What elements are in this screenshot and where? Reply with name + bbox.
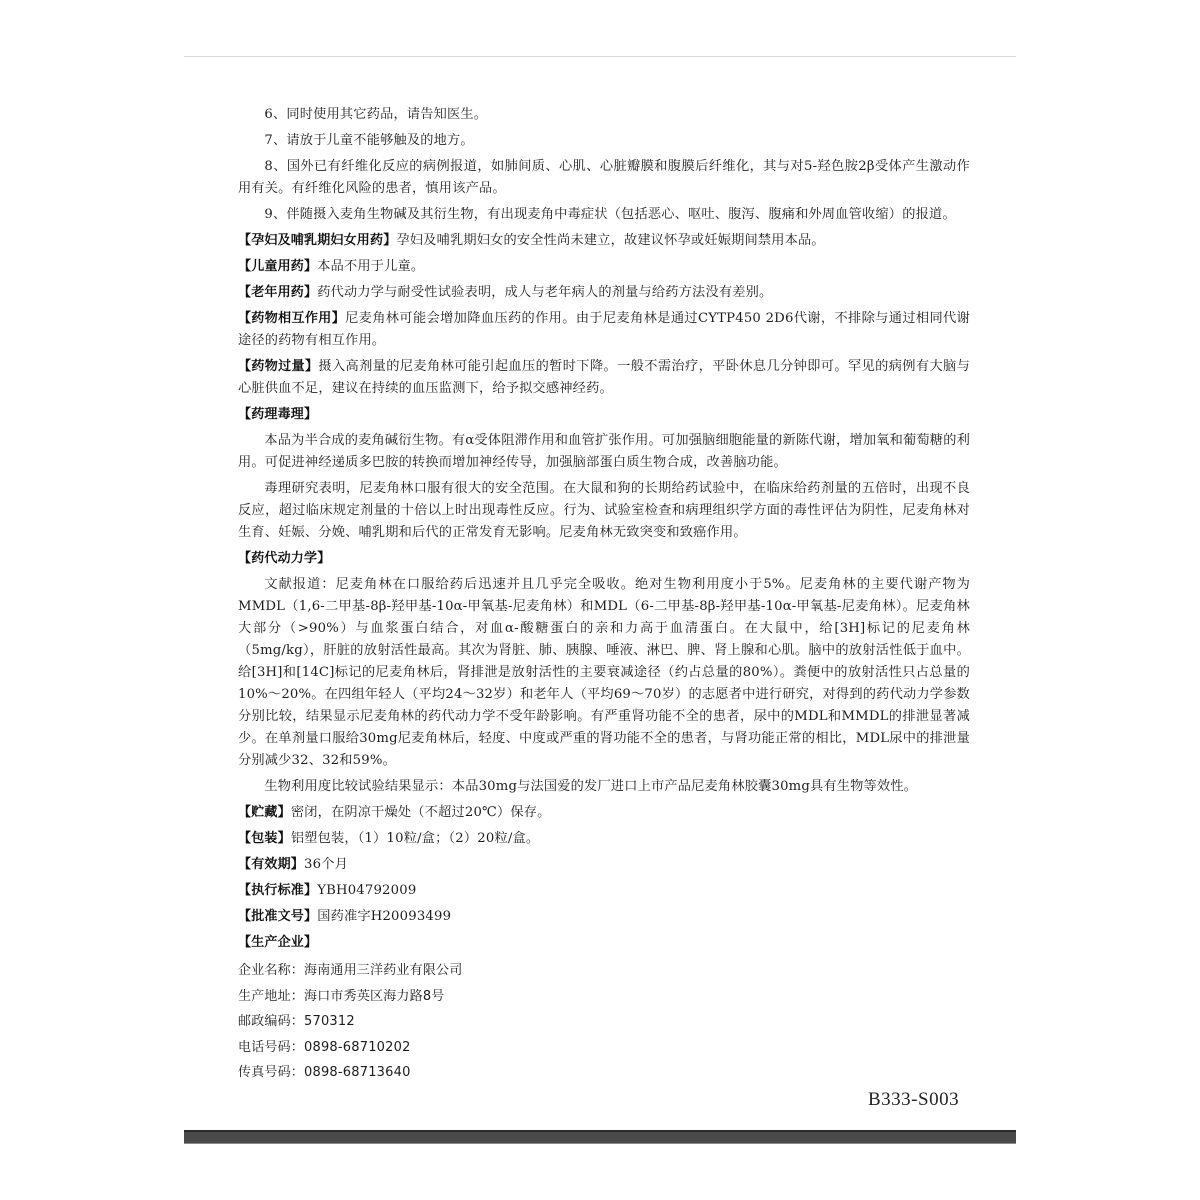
elderly-text: 药代动力学与耐受性试验表明，成人与老年病人的剂量与给药方法没有差别。 bbox=[317, 285, 773, 300]
overdose-text: 摄入高剂量的尼麦角林可能引起血压的暂时下降。一般不需治疗，平卧休息几分钟即可。罕见的病例有大脑与心脏供血不足，建议在持续的血压监测下，给予拟交感神经药。 bbox=[238, 359, 970, 396]
children-section bbox=[238, 256, 970, 278]
precaution-item-7: 7、请放于儿童不能够触及的地方。 bbox=[264, 133, 474, 148]
pharmacokinetics-section bbox=[238, 548, 970, 570]
company-name: 海南通用三洋药业有限公司 bbox=[304, 963, 463, 978]
fax-number: 0898-68713640 bbox=[304, 1065, 411, 1080]
children-title: 【儿童用药】 bbox=[238, 259, 318, 274]
postal-code-label: 邮政编码： bbox=[238, 1014, 305, 1029]
postal-code-row bbox=[238, 1009, 970, 1035]
standard-text: YBH04792009 bbox=[317, 883, 417, 898]
storage-title: 【贮藏】 bbox=[238, 805, 291, 820]
precaution-item-9: 9、伴随摄入麦角生物碱及其衍生物，有出现麦角中毒症状（包括恶心、呕吐、腹泻、腹痛和外周血管收缩）的报道。 bbox=[264, 207, 956, 222]
phone-number: 0898-68710202 bbox=[304, 1039, 411, 1055]
package-title: 【包装】 bbox=[238, 831, 291, 846]
approval-text: 国药准字H20093499 bbox=[317, 909, 452, 924]
pharmacology-section bbox=[238, 404, 970, 426]
validity-text: 36个月 bbox=[304, 857, 348, 872]
pharmacology-paragraph-2: 毒理研究表明，尼麦角林口服有很大的安全范围。在大鼠和狗的长期给药试验中，在临床给药剂量的五倍时，出现不良反应，超过临床规定剂量的十倍以上时出现毒性反应。行为、试验室检查和病理组织学方面的毒性评估为阴性，尼麦角林对生育、妊娠、分娩、哺乳期和后代的正常发育无影响。尼麦角林无致突变和致癌作用。 bbox=[238, 481, 970, 540]
validity-section bbox=[238, 854, 970, 876]
standard-section bbox=[238, 880, 970, 902]
precaution-item-6: 6、同时使用其它药品，请告知医生。 bbox=[264, 107, 488, 122]
storage-text: 密闭，在阴凉干燥处（不超过20℃）保存。 bbox=[290, 805, 551, 820]
company-name-label: 企业名称： bbox=[238, 963, 305, 978]
pregnancy-section bbox=[238, 230, 970, 252]
overdose-title: 【药物过量】 bbox=[238, 359, 319, 374]
document-code: B333-S003 bbox=[868, 1089, 960, 1110]
children-text: 本品不用于儿童。 bbox=[317, 259, 425, 274]
elderly-title: 【老年用药】 bbox=[238, 285, 318, 300]
overdose-section bbox=[238, 356, 970, 400]
validity-title: 【有效期】 bbox=[238, 857, 305, 872]
pregnancy-title: 【孕妇及哺乳期妇女用药】 bbox=[238, 233, 397, 248]
company-address-label: 生产地址： bbox=[238, 988, 305, 1004]
pregnancy-text: 孕妇及哺乳期妇女的安全性尚未建立，故建议怀孕或妊娠期间禁用本品。 bbox=[396, 233, 825, 248]
top-divider bbox=[184, 56, 1016, 57]
pharmacokinetics-paragraph-1: 文献报道：尼麦角林在口服给药后迅速并且几乎完全吸收。绝对生物利用度小于5%。尼麦角林的主要代谢产物为MMDL（1,6-二甲基-8β-羟甲基-10α-甲氧基-尼麦角林）和MDL（6-二甲基-8β-羟甲基-10α-甲氧基-尼麦角林）。尼麦角林大部分（>90%）与血浆蛋白结合，对血α-酸糖蛋白的亲和力高于血清蛋白。在大鼠中，给[3H]标记的尼麦角林（5mg/kg），肝脏的放射活性最高。其次为肾脏、肺、胰腺、唾液、淋巴、脾、肾上腺和心肌。脑中的放射活性低于血中。给[3H]和[14C]标记的尼麦角林后，肾排泄是放射活性的主要衰减途径（约占总量的80%）。粪便中的放射活性只占总量的10%～20%。在四组年轻人（平均24～32岁）和老年人（平均69～70岁）的志愿者中进行研究，对得到的药代动力学参数分别比较，结果显示尼麦角林的药代动力学不受年龄影响。有严重肾功能不全的患者，尿中的MDL和MMDL的排泄显著减少。在单剂量口服给30mg尼麦角林后，轻度、中度或严重的肾功能不全的患者，与肾功能正常的相比，MDL尿中的排泄量分别减少32、32和59%。 bbox=[238, 577, 970, 768]
manufacturer-title: 【生产企业】 bbox=[238, 935, 318, 950]
phone-row bbox=[238, 1035, 970, 1061]
approval-section bbox=[238, 906, 970, 928]
pharmacokinetics-paragraph-2: 生物利用度比较试验结果显示：本品30mg与法国爱的发厂进口上市产品尼麦角林胶囊30mg具有生物等效性。 bbox=[264, 779, 918, 794]
approval-title: 【批准文号】 bbox=[238, 909, 318, 924]
company-address-row bbox=[238, 984, 970, 1010]
package-text: 铝塑包装，（1）10粒/盒；（2）20粒/盒。 bbox=[290, 831, 540, 846]
pharmacokinetics-title: 【药代动力学】 bbox=[238, 551, 331, 566]
manufacturer-contact bbox=[238, 958, 970, 1086]
precaution-item-8: 8、国外已有纤维化反应的病例报道，如肺间质、心肌、心脏瓣膜和腹膜后纤维化，其与对5-羟色胺2β受体产生激动作用有关。有纤维化风险的患者，慎用该产品。 bbox=[238, 159, 970, 196]
interactions-title: 【药物相互作用】 bbox=[238, 311, 346, 326]
package-section bbox=[238, 828, 970, 850]
phone-label: 电话号码： bbox=[238, 1039, 305, 1055]
standard-title: 【执行标准】 bbox=[238, 883, 318, 898]
interactions-section bbox=[238, 308, 970, 352]
postal-code: 570312 bbox=[304, 1014, 355, 1029]
manufacturer-section bbox=[238, 932, 970, 954]
fax-row bbox=[238, 1060, 970, 1086]
bottom-bar bbox=[184, 1130, 1016, 1144]
company-address: 海口市秀英区海力路8号 bbox=[304, 988, 445, 1004]
pharmacology-title: 【药理毒理】 bbox=[238, 407, 318, 422]
storage-section bbox=[238, 802, 970, 824]
interactions-text: 尼麦角林可能会增加降血压药的作用。由于尼麦角林是通过CYTP450 2D6代谢，不排除与通过相同代谢途径的药物有相互作用。 bbox=[238, 311, 970, 348]
pharmacology-paragraph-1: 本品为半合成的麦角碱衍生物。有α受体阻滞作用和血管扩张作用。可加强脑细胞能量的新陈代谢，增加氧和葡萄糖的利用。可促进神经递质多巴胺的转换而增加神经传导，加强脑部蛋白质生物合成，改善脑功能。 bbox=[238, 433, 970, 470]
fax-label: 传真号码： bbox=[238, 1065, 305, 1080]
company-name-row bbox=[238, 958, 970, 984]
elderly-section bbox=[238, 282, 970, 304]
leaflet-body bbox=[238, 104, 970, 1086]
